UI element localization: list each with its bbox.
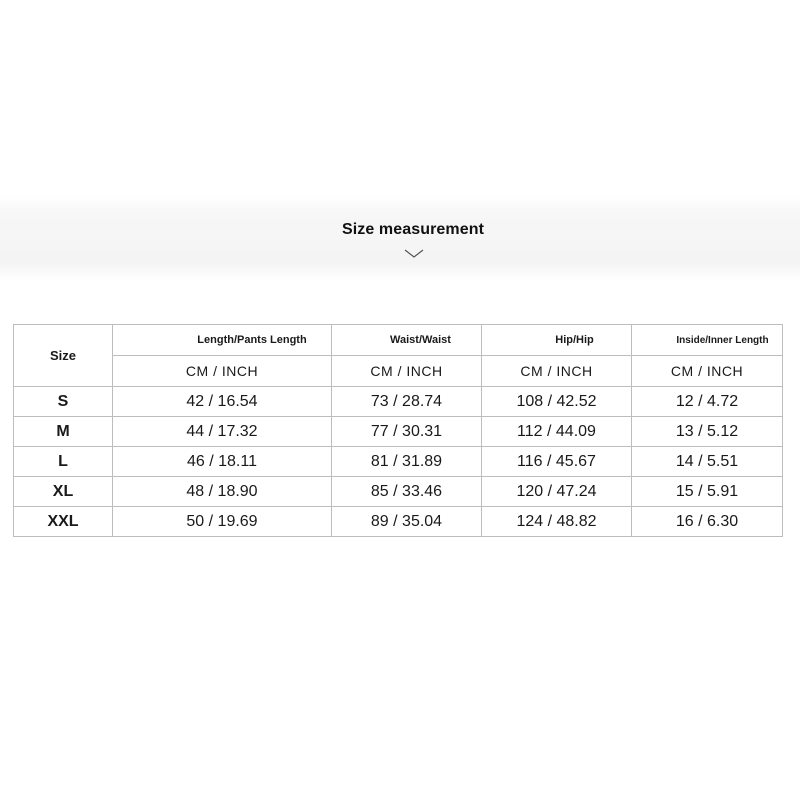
hip-value: 120 / 47.24: [482, 477, 632, 507]
length-value: 50 / 19.69: [113, 507, 332, 537]
waist-value: 89 / 35.04: [332, 507, 482, 537]
column-header-inner-length: Inside/Inner Length: [632, 325, 783, 356]
table-row: [14, 507, 783, 537]
unit-label: CM / INCH: [632, 356, 783, 387]
table-unit-row: [14, 356, 783, 387]
chevron-down-icon: [404, 249, 424, 259]
inner-length-value: 13 / 5.12: [632, 417, 783, 447]
length-value: 48 / 18.90: [113, 477, 332, 507]
hip-value: 112 / 44.09: [482, 417, 632, 447]
inner-length-value: 16 / 6.30: [632, 507, 783, 537]
column-header-hip: Hip/Hip: [482, 325, 632, 356]
hip-value: 124 / 48.82: [482, 507, 632, 537]
size-label: M: [14, 417, 113, 447]
unit-label: CM / INCH: [332, 356, 482, 387]
unit-label: CM / INCH: [482, 356, 632, 387]
inner-length-value: 12 / 4.72: [632, 387, 783, 417]
table-row: [14, 447, 783, 477]
inner-length-value: 14 / 5.51: [632, 447, 783, 477]
waist-value: 85 / 33.46: [332, 477, 482, 507]
hip-value: 108 / 42.52: [482, 387, 632, 417]
column-header-waist: Waist/Waist: [332, 325, 482, 356]
size-header: Size: [14, 325, 113, 387]
length-value: 46 / 18.11: [113, 447, 332, 477]
column-header-length: Length/Pants Length: [113, 325, 332, 356]
table-row: [14, 417, 783, 447]
page-title: Size measurement: [341, 221, 485, 238]
size-table: [13, 324, 783, 537]
size-label: XXL: [14, 507, 113, 537]
length-value: 42 / 16.54: [113, 387, 332, 417]
size-label: S: [14, 387, 113, 417]
inner-length-value: 15 / 5.91: [632, 477, 783, 507]
unit-label: CM / INCH: [113, 356, 332, 387]
size-label: XL: [14, 477, 113, 507]
waist-value: 77 / 30.31: [332, 417, 482, 447]
hip-value: 116 / 45.67: [482, 447, 632, 477]
table-row: [14, 387, 783, 417]
table-header-row: [14, 325, 783, 356]
table-row: [14, 477, 783, 507]
size-label: L: [14, 447, 113, 477]
waist-value: 81 / 31.89: [332, 447, 482, 477]
waist-value: 73 / 28.74: [332, 387, 482, 417]
length-value: 44 / 17.32: [113, 417, 332, 447]
